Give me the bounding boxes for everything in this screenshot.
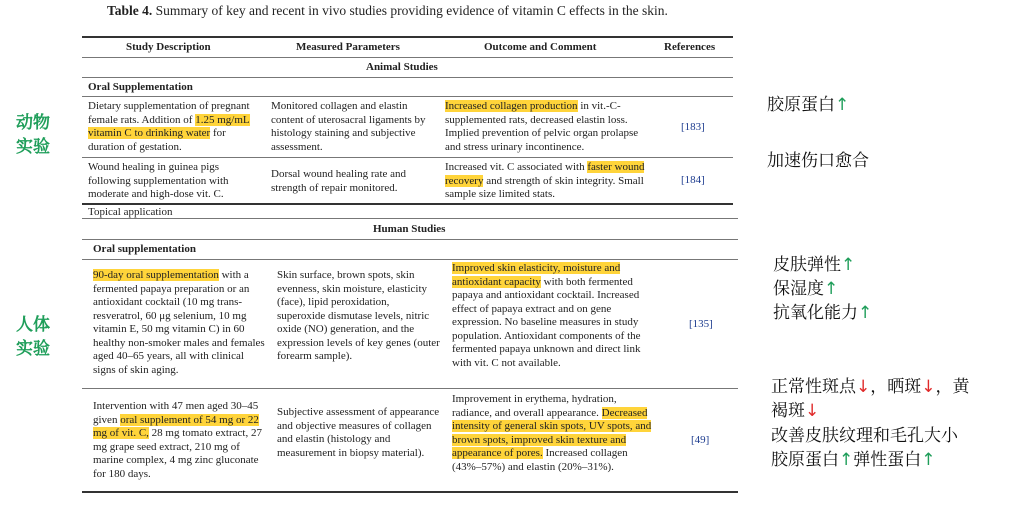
animal-sub-rule — [82, 96, 733, 97]
text-fragment: in vit.-C-supplemented rats, decreased elastin loss. Implied prevention of pelvic organ prolapse and stress urinary incontinence. — [445, 100, 639, 153]
note-text: 弹性蛋白 — [853, 450, 922, 470]
text-fragment: Improvement in erythema, hydration, radiance, and overall appearance. — [452, 393, 617, 419]
side-label-human-line2: 实验 — [16, 339, 50, 359]
header-params: Measured Parameters — [296, 41, 400, 53]
animal-row2-ref[interactable]: [184] — [681, 174, 705, 186]
note-text: 胶原蛋白 — [771, 450, 839, 470]
note-collagen-elastin — [771, 448, 936, 472]
text-fragment: Increased collagen (43%–57%) and elastin (20%–31%). — [452, 447, 628, 473]
animal-row1-rule — [82, 157, 733, 158]
note-wound: 加速伤口愈合 — [767, 151, 869, 171]
highlight: 1.25 mg/mL vitamin C to drinking water — [88, 113, 250, 139]
text-fragment: Dietary supplementation of pregnant female rats. Addition of — [88, 100, 250, 126]
arrow-up-icon: ↑ — [824, 279, 839, 299]
human-row2-ref[interactable]: [49] — [691, 434, 710, 446]
animal-row2-params: Dorsal wound healing rate and strength of repair monitored. — [271, 168, 407, 194]
text-fragment: 28 mg tomato extract, 27 mg grape seed extract, 210 mg of marine complex, 4 mg zinc gluconate for 180 days. — [93, 427, 262, 480]
highlight: 90-day oral supplementation — [93, 269, 219, 281]
side-label-human — [16, 313, 50, 361]
highlight: Decreased intensity of general skin spots, UV spots, and brown spots, improved skin texture and appearance of pores. — [452, 406, 652, 459]
table-caption — [107, 3, 668, 19]
text-fragment: with both fermented papaya and antioxidant cocktail. Increased effect of papaya extract and on gene expression. No baseline measures in study population. Antioxidant components of the fermented papaya unknown and direct link with vit. C not available. — [452, 275, 641, 369]
arrow-down-icon: ↓ — [805, 401, 820, 421]
caption-text: Summary of key and recent in vivo studies providing evidence of vitamin C effects in the skin. — [155, 3, 668, 18]
text-fragment: and strength of skin integrity. Small sample size limited stats. — [445, 174, 644, 200]
animal-row1-outcome — [445, 100, 655, 154]
header-refs: References — [664, 41, 716, 53]
animal-row1-study — [88, 100, 260, 154]
table-top-rule — [82, 36, 733, 38]
text-fragment: with a fermented papaya preparation or an antioxidant cocktail (10 mg trans-resveratrol, 60 μg selenium, 10 mg vitamin E, 50 mg vitamin C) in 60 healthy non-smoker males and females aged 40–65 years, all with clinical signs of skin aging. — [93, 269, 265, 376]
side-label-animal-line1: 动物 — [16, 113, 50, 133]
arrow-down-icon: ↓ — [856, 377, 871, 397]
note-text: 抗氧化能力 — [773, 303, 858, 323]
note-melasma — [771, 399, 819, 423]
human-row1-ref[interactable]: [135] — [689, 318, 713, 330]
caption-label: Table 4. — [107, 3, 153, 18]
arrow-up-icon: ↑ — [835, 95, 850, 115]
header-outcome: Outcome and Comment — [484, 41, 597, 53]
human-top-rule — [82, 218, 738, 219]
highlight: Increased collagen production — [445, 100, 578, 112]
note-collagen — [767, 93, 849, 117]
header-study: Study Description — [126, 41, 211, 53]
animal-section-rule — [82, 77, 733, 78]
animal-section-title: Animal Studies — [366, 61, 438, 73]
note-elasticity — [773, 253, 855, 277]
side-label-human-line1: 人体 — [16, 315, 50, 335]
arrow-up-icon: ↑ — [858, 303, 873, 323]
animal-row1-params: Monitored collagen and elastin content of uterosacral ligaments by histology staining and subjective assessment. — [271, 100, 426, 153]
note-text: 褐斑 — [771, 401, 805, 421]
note-text: 胶原蛋白 — [767, 95, 835, 115]
human-sub-title: Oral supplementation — [93, 243, 196, 255]
human-row2-params: Subjective assessment of appearance and objective measures of collagen and elastin (histology and measurement in biopsy material). — [277, 406, 440, 459]
human-sub-rule — [82, 259, 738, 260]
human-row2-study — [93, 400, 267, 481]
note-text: ，黄 — [935, 377, 970, 397]
animal-bottom-rule — [82, 203, 733, 205]
arrow-up-icon: ↑ — [841, 255, 856, 275]
text-fragment: Intervention with 47 men aged 30–45 given — [93, 400, 259, 426]
note-text: ，晒斑 — [870, 377, 922, 397]
human-row1-outcome — [452, 262, 652, 370]
note-moisture — [773, 277, 838, 301]
highlight: oral supplement of 54 mg or 22 mg of vit. C, — [93, 413, 259, 439]
human-row2-outcome — [452, 393, 657, 474]
note-text: 保湿度 — [773, 279, 824, 299]
highlight: faster wound recovery — [445, 161, 645, 187]
arrow-down-icon: ↓ — [921, 377, 936, 397]
animal-row2-outcome — [445, 161, 655, 202]
note-text: 正常性斑点 — [771, 377, 856, 397]
human-row1-study — [93, 269, 265, 377]
note-texture: 改善皮肤纹理和毛孔大小 — [771, 426, 958, 446]
animal-row2-study: Wound healing in guinea pigs following supplementation with moderate and high-dose vit. C. — [88, 161, 229, 200]
note-text: 皮肤弹性 — [773, 255, 841, 275]
text-fragment: for duration of gestation. — [88, 127, 226, 153]
human-section-title: Human Studies — [373, 223, 446, 235]
human-row1-rule — [82, 388, 738, 389]
human-bottom-rule — [82, 491, 738, 493]
arrow-up-icon: ↑ — [839, 450, 854, 470]
highlight: Improved skin elasticity, moisture and antioxidant capacity — [452, 262, 621, 288]
animal-cut-row: Topical application — [88, 206, 173, 218]
text-fragment: Increased vit. C associated with — [445, 161, 588, 173]
note-spots — [771, 375, 970, 399]
animal-row1-ref[interactable]: [183] — [681, 121, 705, 133]
side-label-animal — [16, 111, 50, 159]
human-section-rule — [82, 239, 738, 240]
side-label-animal-line2: 实验 — [16, 137, 50, 157]
arrow-up-icon: ↑ — [921, 450, 936, 470]
header-rule — [82, 57, 733, 58]
human-row1-params: Skin surface, brown spots, skin evenness, skin moisture, elasticity (face), lipid peroxidation, superoxide dismutase levels, nitric oxide (NO) generation, and the expression levels of key genes (outer forearm sample). — [277, 269, 440, 362]
animal-sub-title: Oral Supplementation — [88, 81, 193, 93]
note-antioxidant — [773, 301, 872, 325]
